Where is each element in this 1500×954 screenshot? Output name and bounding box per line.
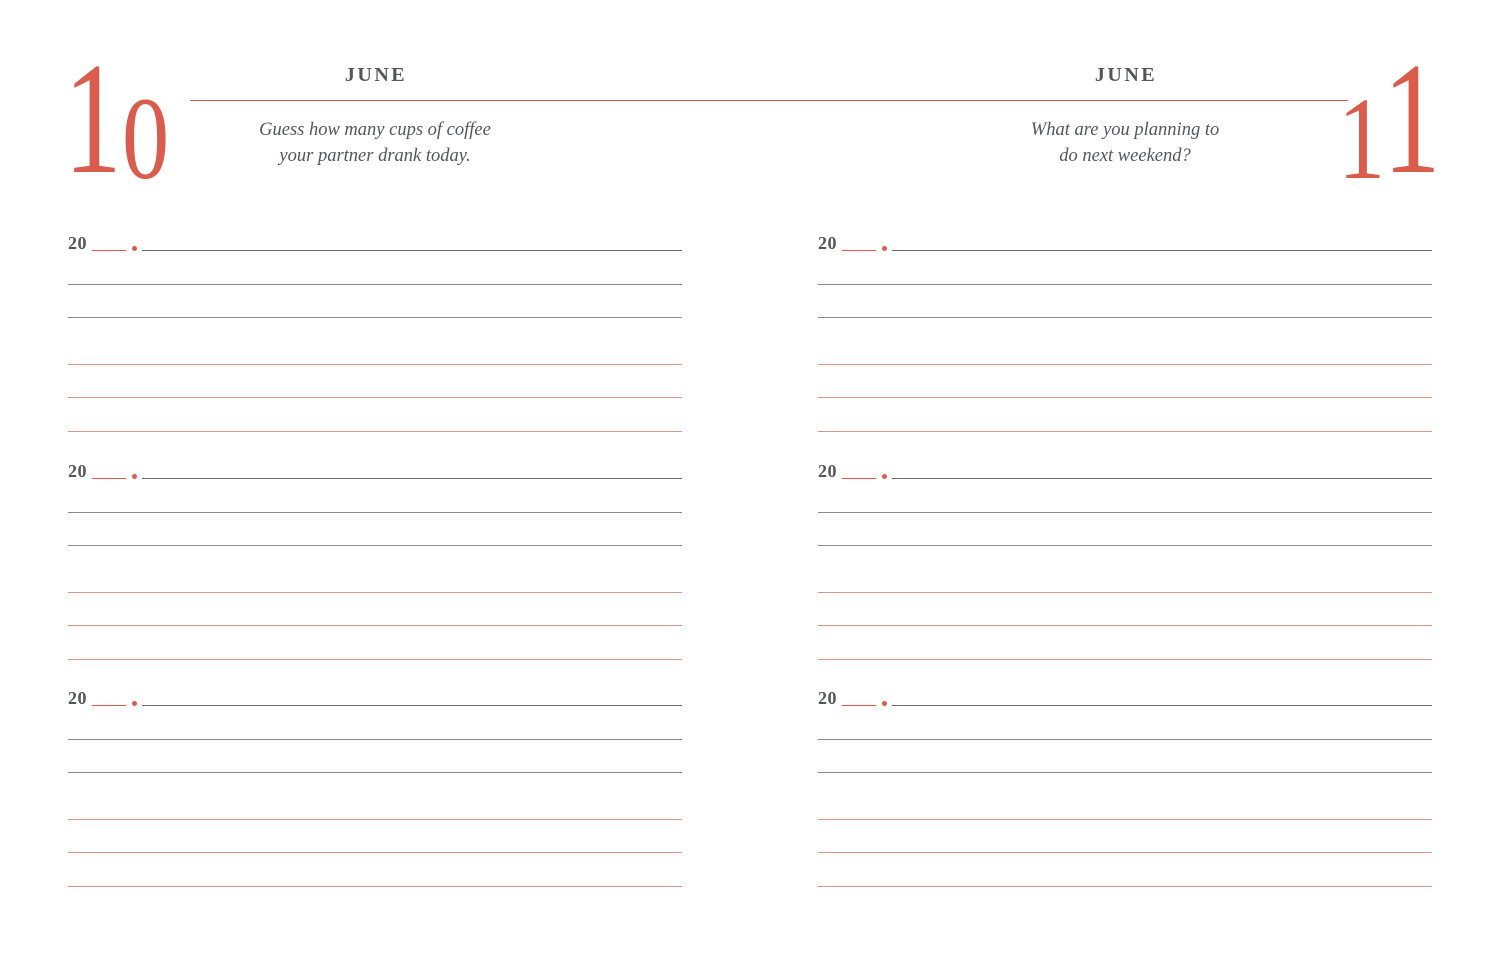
writing-line[interactable] <box>68 772 682 773</box>
writing-line[interactable] <box>68 284 682 285</box>
writing-line[interactable] <box>818 431 1432 432</box>
year-blank[interactable] <box>842 705 876 706</box>
prompt-line: What are you planning to <box>1030 120 1220 140</box>
journal-entry <box>68 461 682 671</box>
writing-line[interactable] <box>818 852 1432 853</box>
writing-line[interactable] <box>68 397 682 398</box>
writing-line[interactable] <box>818 512 1432 513</box>
prompt-line: your partner drank today. <box>279 146 471 166</box>
writing-line[interactable] <box>142 705 682 706</box>
day-number-left <box>64 29 181 207</box>
bullet-dot <box>882 701 887 706</box>
writing-line[interactable] <box>818 772 1432 773</box>
writing-line[interactable] <box>68 317 682 318</box>
writing-line[interactable] <box>818 886 1432 887</box>
year-prefix: 20 <box>68 461 87 481</box>
writing-line[interactable] <box>818 284 1432 285</box>
journal-entry <box>818 688 1432 898</box>
prompt-line: do next weekend? <box>1059 146 1191 166</box>
writing-line[interactable] <box>68 739 682 740</box>
year-blank[interactable] <box>842 478 876 479</box>
writing-line[interactable] <box>818 739 1432 740</box>
writing-line[interactable] <box>68 545 682 546</box>
bullet-dot <box>882 474 887 479</box>
entry-year-line[interactable] <box>818 461 1432 491</box>
writing-line[interactable] <box>818 364 1432 365</box>
day-number-right <box>1338 29 1463 207</box>
bullet-dot <box>132 246 137 251</box>
writing-line[interactable] <box>818 397 1432 398</box>
writing-line[interactable] <box>142 478 682 479</box>
writing-line[interactable] <box>68 592 682 593</box>
year-prefix: 20 <box>818 688 837 708</box>
header-divider <box>190 100 1348 101</box>
year-prefix: 20 <box>68 688 87 708</box>
writing-line[interactable] <box>818 625 1432 626</box>
prompt-line: Guess how many cups of coffee <box>259 120 491 140</box>
month-label-right: JUNE <box>1094 64 1158 86</box>
writing-line[interactable] <box>892 478 1432 479</box>
year-prefix: 20 <box>818 233 837 253</box>
day-digit: 1 <box>1338 73 1386 204</box>
writing-line[interactable] <box>892 250 1432 251</box>
writing-line[interactable] <box>892 705 1432 706</box>
writing-line[interactable] <box>68 819 682 820</box>
writing-line[interactable] <box>68 886 682 887</box>
bullet-dot <box>882 246 887 251</box>
writing-line[interactable] <box>818 659 1432 660</box>
year-prefix: 20 <box>68 233 87 253</box>
writing-line[interactable] <box>142 250 682 251</box>
writing-line[interactable] <box>68 364 682 365</box>
writing-line[interactable] <box>68 625 682 626</box>
journal-entry <box>818 233 1432 443</box>
entry-year-line[interactable] <box>818 688 1432 718</box>
year-blank[interactable] <box>842 250 876 251</box>
day-digit: 1 <box>64 29 122 207</box>
entry-year-line[interactable] <box>818 233 1432 263</box>
writing-line[interactable] <box>68 512 682 513</box>
journal-prompt-left <box>215 117 535 169</box>
entry-year-line[interactable] <box>68 461 682 491</box>
writing-line[interactable] <box>68 852 682 853</box>
entry-year-line[interactable] <box>68 233 682 263</box>
writing-line[interactable] <box>68 431 682 432</box>
writing-line[interactable] <box>818 819 1432 820</box>
journal-entry <box>68 233 682 443</box>
writing-line[interactable] <box>818 592 1432 593</box>
writing-line[interactable] <box>818 317 1432 318</box>
month-label-left: JUNE <box>344 64 408 86</box>
day-digit: 0 <box>122 73 170 204</box>
year-prefix: 20 <box>818 461 837 481</box>
bullet-dot <box>132 474 137 479</box>
journal-prompt-right <box>965 117 1285 169</box>
entry-year-line[interactable] <box>68 688 682 718</box>
writing-line[interactable] <box>818 545 1432 546</box>
year-blank[interactable] <box>92 705 126 706</box>
year-blank[interactable] <box>92 250 126 251</box>
writing-line[interactable] <box>68 659 682 660</box>
day-digit: 1 <box>1383 29 1441 207</box>
bullet-dot <box>132 701 137 706</box>
journal-entry <box>818 461 1432 671</box>
year-blank[interactable] <box>92 478 126 479</box>
journal-entry <box>68 688 682 898</box>
